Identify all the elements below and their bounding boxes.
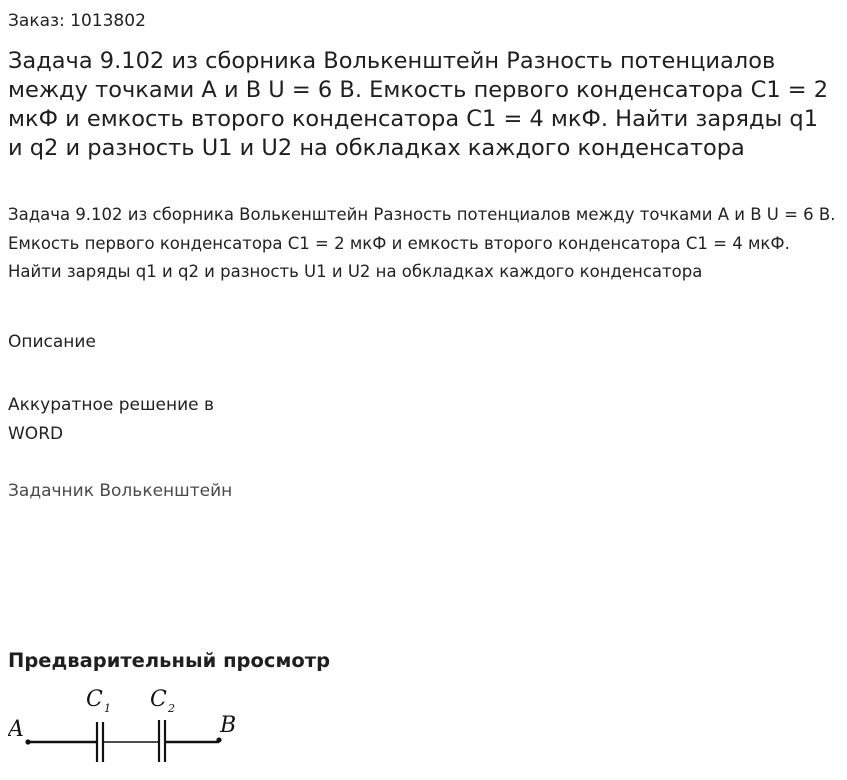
label-c2-letter: C xyxy=(150,687,167,712)
circuit-diagram xyxy=(8,680,248,770)
description-line-1: Аккуратное решение в xyxy=(8,395,215,415)
problem-text: Задача 9.102 из сборника Волькенштейн Разность потенциалов между точками A и B U = 6 В. Емкость первого конденсатора C1 = 2 мкФ и емкость второго конденсатора C1 = 4 мкФ. Найти заряды q1 и q2 и разность U1 и U2 на обкладках каждого конденсатора xyxy=(8,205,836,281)
label-c2-sub: 2 xyxy=(168,702,175,715)
terminal-b xyxy=(216,737,221,742)
description-line-2: WORD xyxy=(8,424,64,444)
label-point-b: B xyxy=(220,713,237,738)
description-label: Описание xyxy=(8,332,96,352)
preview-heading: Предварительный просмотр xyxy=(8,649,331,672)
page-title: Задача 9.102 из сборника Волькенштейн Разность потенциалов между точками A и B U = 6 В. Емкость первого конденсатора C1 = 2 мкФ и емкость второго конденсатора C1 = 4 мкФ. Найти заряды q1 и q2 и разность U1 и U2 на обкладках каждого конденсатора xyxy=(8,48,829,161)
order-number: Заказ: 1013802 xyxy=(8,11,146,31)
label-c1-letter: C xyxy=(86,687,103,712)
label-c1-sub: 1 xyxy=(104,702,111,715)
label-point-a: A xyxy=(8,717,24,742)
preview-image xyxy=(8,680,248,770)
terminal-a xyxy=(25,739,30,744)
book-link[interactable]: Задачник Волькенштейн xyxy=(8,481,233,501)
